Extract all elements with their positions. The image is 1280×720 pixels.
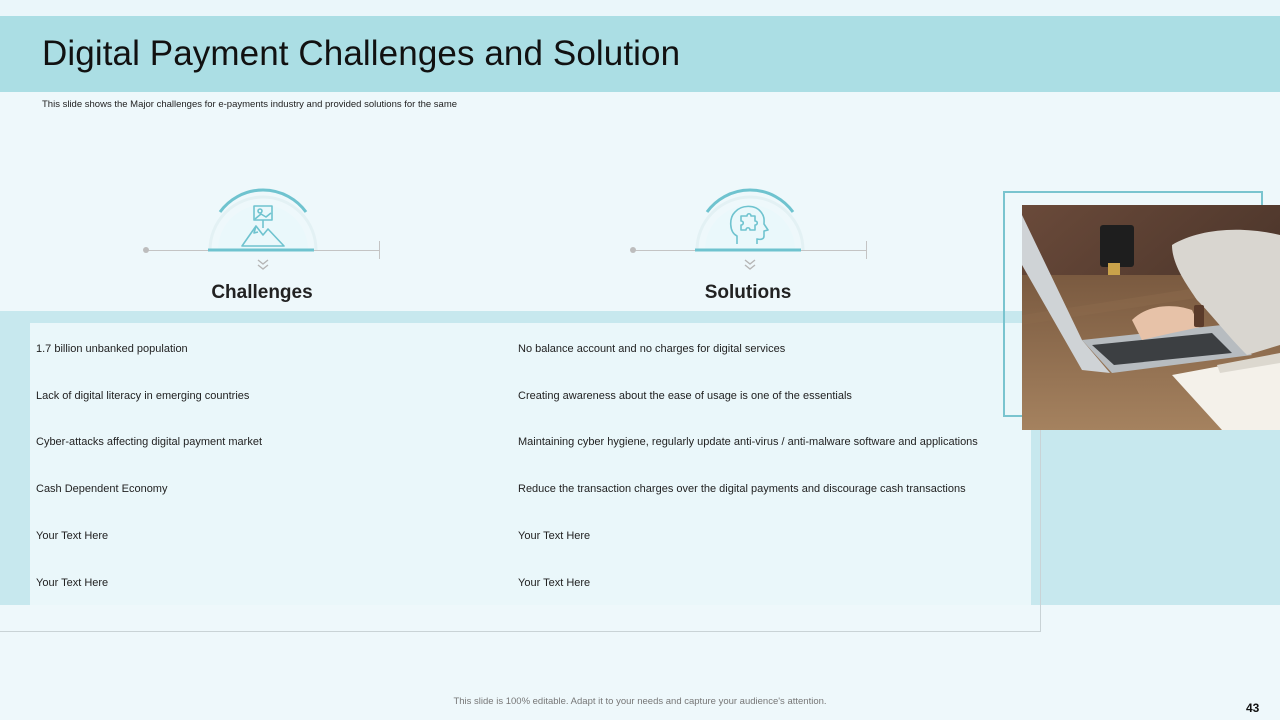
solution-cell: Your Text Here: [518, 577, 591, 589]
line-tick: [379, 241, 380, 259]
table-row: [30, 422, 1031, 462]
table-row: [30, 329, 1031, 369]
table-row: [30, 563, 1031, 603]
head-puzzle-icon: [691, 188, 809, 254]
solution-cell: No balance account and no charges for digital services: [518, 343, 786, 355]
challenge-cell: Cyber-attacks affecting digital payment market: [36, 436, 263, 448]
table-row: [30, 516, 1031, 556]
challenge-cell: Lack of digital literacy in emerging countries: [36, 390, 250, 402]
challenges-solutions-table: [30, 323, 1031, 605]
slide-footer: This slide is 100% editable. Adapt it to your needs and capture your audience's attention.: [453, 696, 827, 707]
table-row: [30, 469, 1031, 509]
solution-cell: Reduce the transaction charges over the digital payments and discourage cash transactions: [518, 483, 966, 495]
laptop-typing-photo: [1022, 205, 1280, 430]
slide-subtitle: This slide shows the Major challenges for e-payments industry and provided solutions for the same: [42, 99, 458, 110]
challenges-label: Challenges: [211, 282, 313, 303]
line-tick: [866, 241, 867, 259]
top-strip: [0, 0, 1280, 16]
solutions-label: Solutions: [704, 282, 792, 303]
table-row: [30, 376, 1031, 416]
laptop-photo-illustration: [1022, 205, 1280, 430]
chevron-down-icon: [743, 258, 757, 272]
challenge-cell: 1.7 billion unbanked population: [36, 343, 188, 355]
challenge-cell: Your Text Here: [36, 530, 109, 542]
solution-cell: Creating awareness about the ease of usage is one of the essentials: [518, 390, 852, 402]
challenge-cell: Cash Dependent Economy: [36, 483, 168, 495]
challenge-cell: Your Text Here: [36, 577, 109, 589]
line-dot: [630, 247, 636, 253]
solution-cell: Your Text Here: [518, 530, 591, 542]
slide-title: Digital Payment Challenges and Solution: [42, 34, 681, 73]
line-dot: [143, 247, 149, 253]
page-number: 43: [1246, 701, 1260, 715]
mountain-flag-icon: [204, 188, 322, 254]
solution-cell: Maintaining cyber hygiene, regularly update anti-virus / anti-malware software and applications: [518, 436, 978, 448]
chevron-down-icon: [256, 258, 270, 272]
